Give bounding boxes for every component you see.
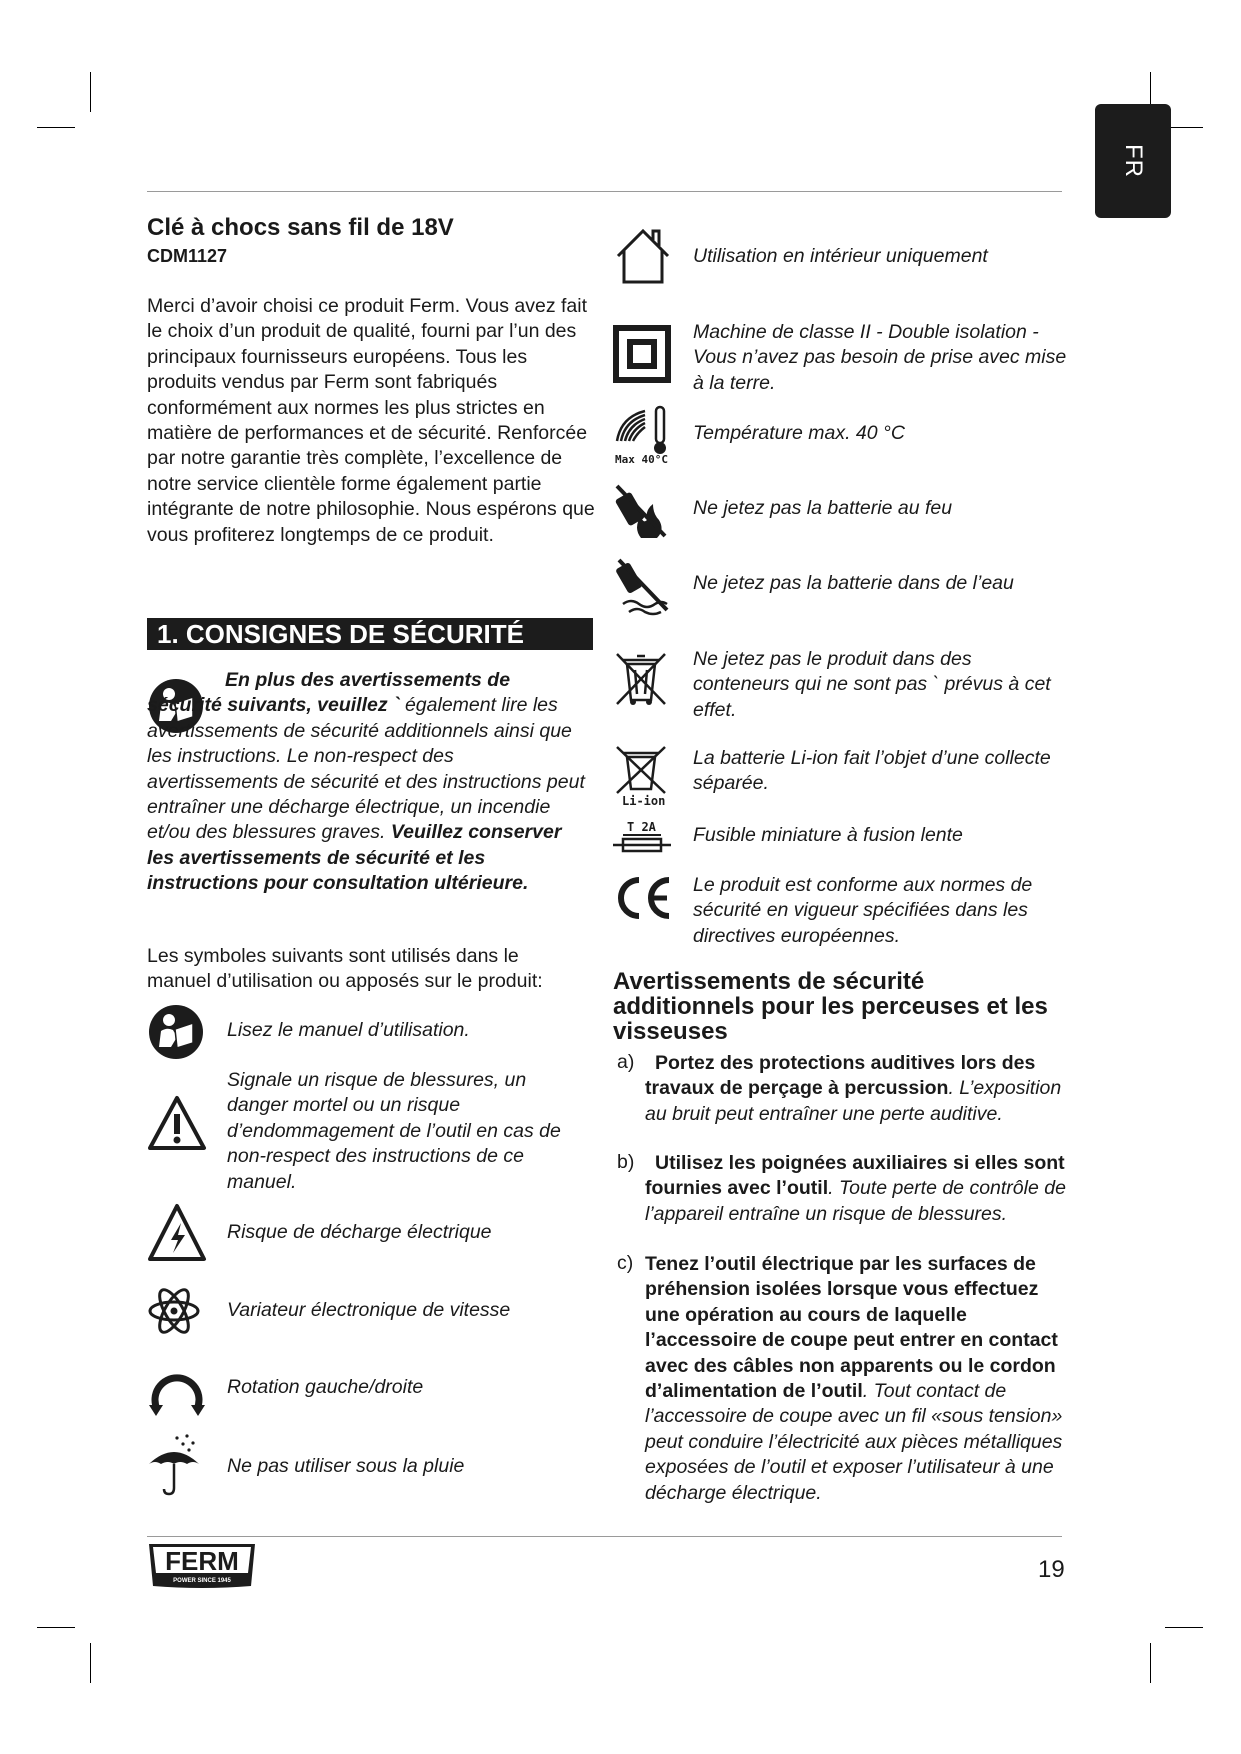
symbols-intro: Les symboles suivants sont utilisés dans le manuel d’utilisation ou apposés sur le produit: <box>147 945 543 993</box>
symbol-text: Ne jetez pas le produit dans des conteneurs qui ne sont pas ` prévus à cet effet. <box>693 648 1051 721</box>
warning-paragraph <box>147 668 587 897</box>
symbol-text: Ne pas utiliser sous la pluie <box>227 1455 465 1477</box>
symbol-text: Fusible miniature à fusion lente <box>693 824 963 846</box>
symbol-text: Rotation gauche/droite <box>227 1376 424 1398</box>
symbol-row <box>147 1432 592 1496</box>
warning-bold-end: Veuillez conserver les avertissements de sécurité et les instructions pour consultation ultérieure. <box>147 821 562 895</box>
safety-item <box>645 1051 1070 1127</box>
crop-mark <box>1150 1643 1151 1683</box>
symbol-row <box>147 1359 592 1417</box>
crop-mark <box>37 1627 75 1628</box>
ce-mark-icon <box>613 874 673 927</box>
house-icon <box>613 226 673 291</box>
umbrella-rain-icon <box>147 1432 201 1501</box>
read-manual-icon <box>147 1003 205 1066</box>
symbol-text: Température max. 40 °C <box>693 422 905 444</box>
item-text: . L’exposition au bruit peut entraîner une perte auditive. <box>645 1077 1062 1125</box>
warning-triangle-icon <box>147 1095 207 1156</box>
logo-tagline: POWER SINCE 1945 <box>173 1578 231 1584</box>
language-label: FR <box>1120 144 1147 178</box>
symbol-text: Signale un risque de blessures, un danger mortel ou un risque d’endommagement de l’outil en cas de non-respect des instructions de ce manuel. <box>227 1069 561 1193</box>
symbol-row <box>147 1068 592 1198</box>
crop-mark <box>90 72 91 112</box>
no-fire-icon <box>613 480 669 547</box>
rotation-icon <box>147 1359 207 1422</box>
thermometer-label: Max 40°C <box>615 453 668 465</box>
symbol-text: Le produit est conforme aux normes de sécurité en vigueur spécifiées dans les directives européennes. <box>693 874 1033 947</box>
item-text: . Toute perte de contrôle de l’appareil entraîne un risque de blessures. <box>645 1177 1066 1225</box>
logo-text: FERM <box>165 1546 239 1576</box>
section-heading: 1. CONSIGNES DE SÉCURITÉ <box>147 618 593 650</box>
ferm-logo <box>147 1542 257 1595</box>
safety-item <box>645 1252 1070 1506</box>
symbol-text: Machine de classe II - Double isolation - Vous n’avez pas besoin de prise avec mise à la terre. <box>693 321 1067 394</box>
symbol-text: Ne jetez pas la batterie dans de l’eau <box>693 572 1014 594</box>
li-ion-bin-icon <box>613 745 669 812</box>
symbol-row <box>147 1003 592 1063</box>
symbol-row <box>147 1203 592 1265</box>
symbol-row <box>147 1284 592 1340</box>
language-tab <box>1095 104 1171 218</box>
crop-mark <box>1165 1627 1203 1628</box>
item-bold: Portez des protections auditives lors des travaux de perçage à percussion <box>645 1052 1036 1100</box>
item-letter: c) <box>617 1252 634 1274</box>
fuse-label: T 2A <box>627 820 656 834</box>
li-ion-label: Li-ion <box>622 794 666 807</box>
model-number: CDM1127 <box>147 246 228 266</box>
fuse-icon <box>613 818 671 863</box>
item-letter: a) <box>617 1051 635 1073</box>
item-text: . Tout contact de l’accessoire de coupe avec un fil «sous tension» peut conduire l’électricité aux pièces métalliques exposées de l’outil et exposer l’utilisateur à une décharge électrique. <box>645 1380 1063 1504</box>
symbol-text: Utilisation en intérieur uniquement <box>693 245 988 267</box>
symbol-text: Variateur électronique de vitesse <box>227 1299 511 1321</box>
warning-bold-lead: En plus des avertissements de sécurité suivants, veuillez ` <box>147 669 511 717</box>
thermometer-icon <box>613 405 673 470</box>
product-title: Clé à chocs sans fil de 18V <box>147 214 454 241</box>
item-bold: Utilisez les poignées auxiliaires si elles sont fournies avec l’outil <box>645 1152 1065 1200</box>
warning-text: également lire les avertissements de sécurité additionnels ainsi que les instructions. Le non-respect des avertissements de sécurité et des instructions peut entraîner une décharge électrique, un incendie et/ou des blessures graves. <box>147 694 585 844</box>
speed-variator-icon <box>147 1284 201 1343</box>
electric-shock-icon <box>147 1203 207 1268</box>
symbol-text: Risque de décharge électrique <box>227 1221 492 1243</box>
item-letter: b) <box>617 1151 635 1173</box>
title-block <box>147 214 597 267</box>
footer-rule <box>147 1536 1062 1537</box>
additional-warnings-block <box>613 969 1063 1044</box>
crop-mark <box>37 127 75 128</box>
crossed-bin-icon <box>613 650 669 713</box>
additional-warnings-heading: Avertissements de sécurité additionnels pour les perceuses et les visseuses <box>613 968 1048 1045</box>
page-number: 19 <box>1038 1556 1065 1583</box>
intro-paragraph: Merci d’avoir choisi ce produit Ferm. Vous avez fait le choix d’un produit de qualité, fourni par l’un des principaux fournisseurs européens. Tous les produits vendus par Ferm sont fabriqués conformément aux normes les plus strictes en matière de performances et de sécurité. Renforcée par notre garantie très complète, l’excellence de notre service clientèle forme également partie intégrante de notre philosophie. Nous espérons que vous profiterez longtemps de ce produit. <box>147 295 595 546</box>
item-bold: Tenez l’outil électrique par les surfaces de préhension isolées lorsque vous effectuez une opération au cours de laquelle l’accessoire de coupe peut entrer en contact avec des câbles non apparents ou le cordon d’alimentation de l’outil <box>645 1253 1058 1403</box>
symbol-text: Lisez le manuel d’utilisation. <box>227 1019 470 1041</box>
crop-mark <box>90 1643 91 1683</box>
header-rule <box>147 191 1062 192</box>
class-ii-icon <box>613 325 671 388</box>
symbol-text: Ne jetez pas la batterie au feu <box>693 497 953 519</box>
no-water-icon <box>613 556 671 621</box>
safety-item <box>645 1151 1070 1227</box>
symbol-text: La batterie Li-ion fait l’objet d’une collecte séparée. <box>693 747 1051 795</box>
